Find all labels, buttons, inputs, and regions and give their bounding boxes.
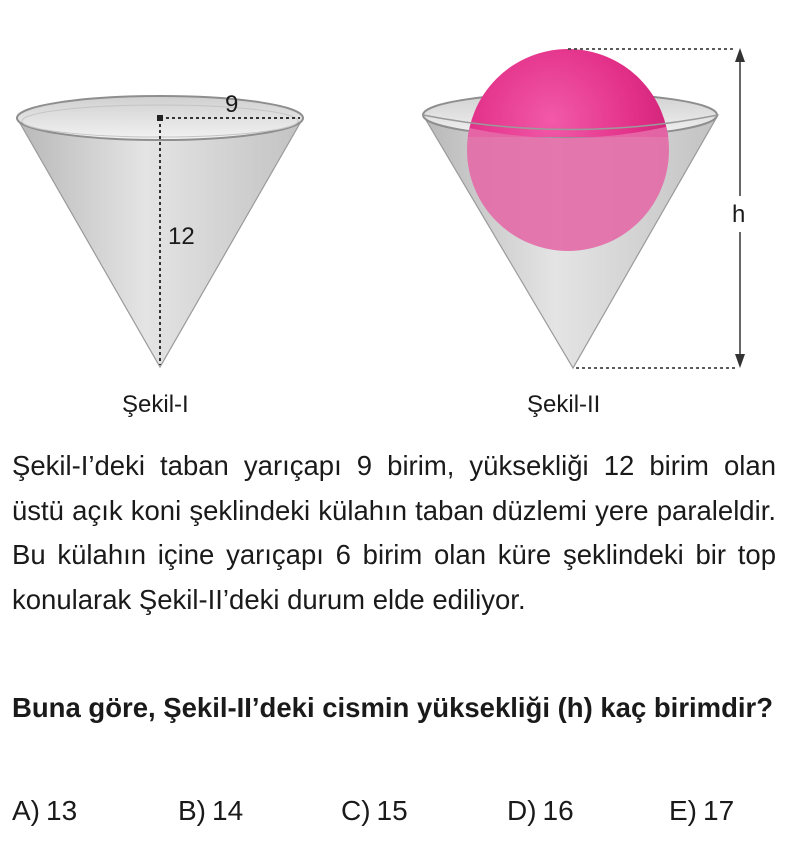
choice-value: 14 <box>212 795 244 826</box>
choice-letter: C) <box>341 795 371 826</box>
choice-letter: B) <box>178 795 206 826</box>
choice-a[interactable] <box>12 788 178 834</box>
choice-value: 16 <box>542 795 574 826</box>
cone-figure-2 <box>423 48 752 368</box>
choice-b[interactable] <box>178 788 341 834</box>
height-label: 12 <box>168 223 195 250</box>
cone-figure-1 <box>17 91 303 367</box>
choice-d[interactable] <box>507 788 669 834</box>
figure-1-caption: Şekil-I <box>122 391 189 418</box>
choice-value: 17 <box>703 795 735 826</box>
choice-e[interactable] <box>669 788 734 834</box>
choice-letter: A) <box>12 795 40 826</box>
radius-label: 9 <box>225 91 239 118</box>
choice-value: 15 <box>376 795 408 826</box>
choice-value: 13 <box>46 795 78 826</box>
figure-2-caption: Şekil-II <box>527 391 601 418</box>
question-text: Şekil-I’deki taban yarıçapı 9 birim, yüksekliği 12 birim olan üstü açık koni şeklindeki külahın taban düzlemi yere paraleldir. Bu külahın içine yarıçapı 6 birim olan küre şeklindeki bir top konularak Şekil-II’deki durum elde ediliyor. <box>12 450 776 615</box>
question-prompt: Buna göre, Şekil-II’deki cismin yüksekliği (h) kaç birimdir? <box>12 692 774 723</box>
answer-choices <box>12 788 776 834</box>
h-label: h <box>732 201 746 228</box>
choice-letter: E) <box>669 795 697 826</box>
choice-letter: D) <box>507 795 537 826</box>
choice-c[interactable] <box>341 788 507 834</box>
